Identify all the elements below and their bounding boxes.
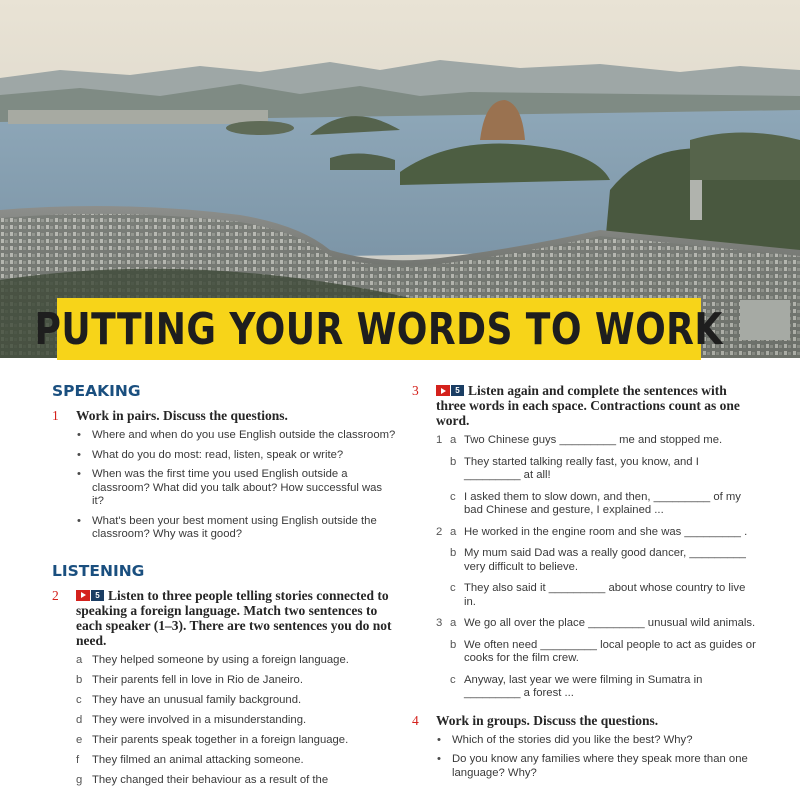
list-item: c Anyway, last year we were filming in Sumatra in _________ a forest ...: [450, 673, 703, 699]
exercise-3: [412, 383, 757, 709]
speaking-heading: SPEAKING: [52, 382, 141, 400]
question-list: [76, 429, 397, 542]
list-item: • What's been your best moment using English outside the classroom? Why was it good?: [76, 515, 397, 542]
list-item: b They started talking really fast, you know, and I _________ at all!: [450, 455, 699, 481]
exercise-number: 4: [412, 712, 419, 728]
exercise-instruction: [76, 588, 397, 648]
right-column: [412, 374, 757, 786]
list-item: • What do you do most: read, listen, speak or write?: [76, 449, 397, 463]
list-item: c They have an unusual family background.: [76, 693, 302, 706]
video-icon[interactable]: [76, 590, 104, 601]
page-title: PUTTING YOUR WORDS TO WORK: [34, 303, 724, 355]
left-column: [52, 374, 397, 794]
exercise-4: [412, 713, 757, 787]
list-item: 2 a He worked in the engine room and she was _________ .: [436, 525, 748, 538]
exercise-number: 2: [52, 587, 59, 603]
list-item: g They changed their behaviour as a result of the: [76, 774, 329, 787]
list-item: • When was the first time you used English outside a classroom? What did you talk about? How successful was it?: [76, 468, 397, 509]
exercise-instruction: [436, 383, 757, 428]
list-item: • Where and when do you use English outside the classroom?: [76, 429, 397, 443]
list-item: • Which of the stories did you like the best? Why?: [436, 734, 757, 748]
sentence-list: [76, 654, 397, 788]
video-icon[interactable]: [436, 385, 464, 396]
list-item: b Their parents fell in love in Rio de Janeiro.: [76, 673, 303, 686]
list-item: f They filmed an animal attacking someone.: [76, 753, 304, 766]
list-item: b We often need _________ local people to act as guides or cooks for the film crew.: [450, 638, 756, 664]
list-item: b My mum said Dad was a really good dancer, _________ very difficult to believe.: [450, 547, 746, 573]
exercise-1: [52, 408, 397, 548]
exercise-instruction: Work in pairs. Discuss the questions.: [76, 408, 288, 423]
list-item: d They were involved in a misunderstanding.: [76, 713, 307, 726]
list-item: c I asked them to slow down, and then, _________ of my bad Chinese and gesture, I explained ...: [450, 490, 741, 516]
exercise-2: [52, 588, 397, 795]
play-icon: [436, 385, 450, 396]
list-item: e Their parents speak together in a foreign language.: [76, 733, 349, 746]
list-item: a They helped someone by using a foreign language.: [76, 653, 349, 666]
list-item: 3 a We go all over the place _________ unusual wild animals.: [436, 617, 756, 629]
instruction-text: Listen to three people telling stories connected to speaking a foreign language. Match two sentences to each speaker (1–3). There are two sentences you do not need.: [76, 587, 392, 648]
listening-heading: LISTENING: [52, 561, 145, 580]
question-list: [436, 734, 757, 781]
exercise-number: 3: [412, 383, 419, 398]
list-item: • Do you know any families where they speak more than one language? Why?: [436, 753, 757, 780]
list-item: c They also said it _________ about whose country to live in.: [450, 582, 746, 608]
instruction-text: Listen again and complete the sentences with three words in each space. Contractions count as one word.: [436, 383, 740, 428]
title-banner: [34, 298, 724, 360]
video-number: 5: [91, 590, 104, 601]
gap-fill-list: [436, 434, 757, 701]
exercise-number: 1: [52, 408, 59, 423]
list-item: 1 a Two Chinese guys _________ me and stopped me.: [436, 434, 723, 446]
video-number: 5: [451, 385, 464, 396]
play-icon: [76, 590, 90, 601]
exercise-instruction: Work in groups. Discuss the questions.: [436, 712, 659, 728]
